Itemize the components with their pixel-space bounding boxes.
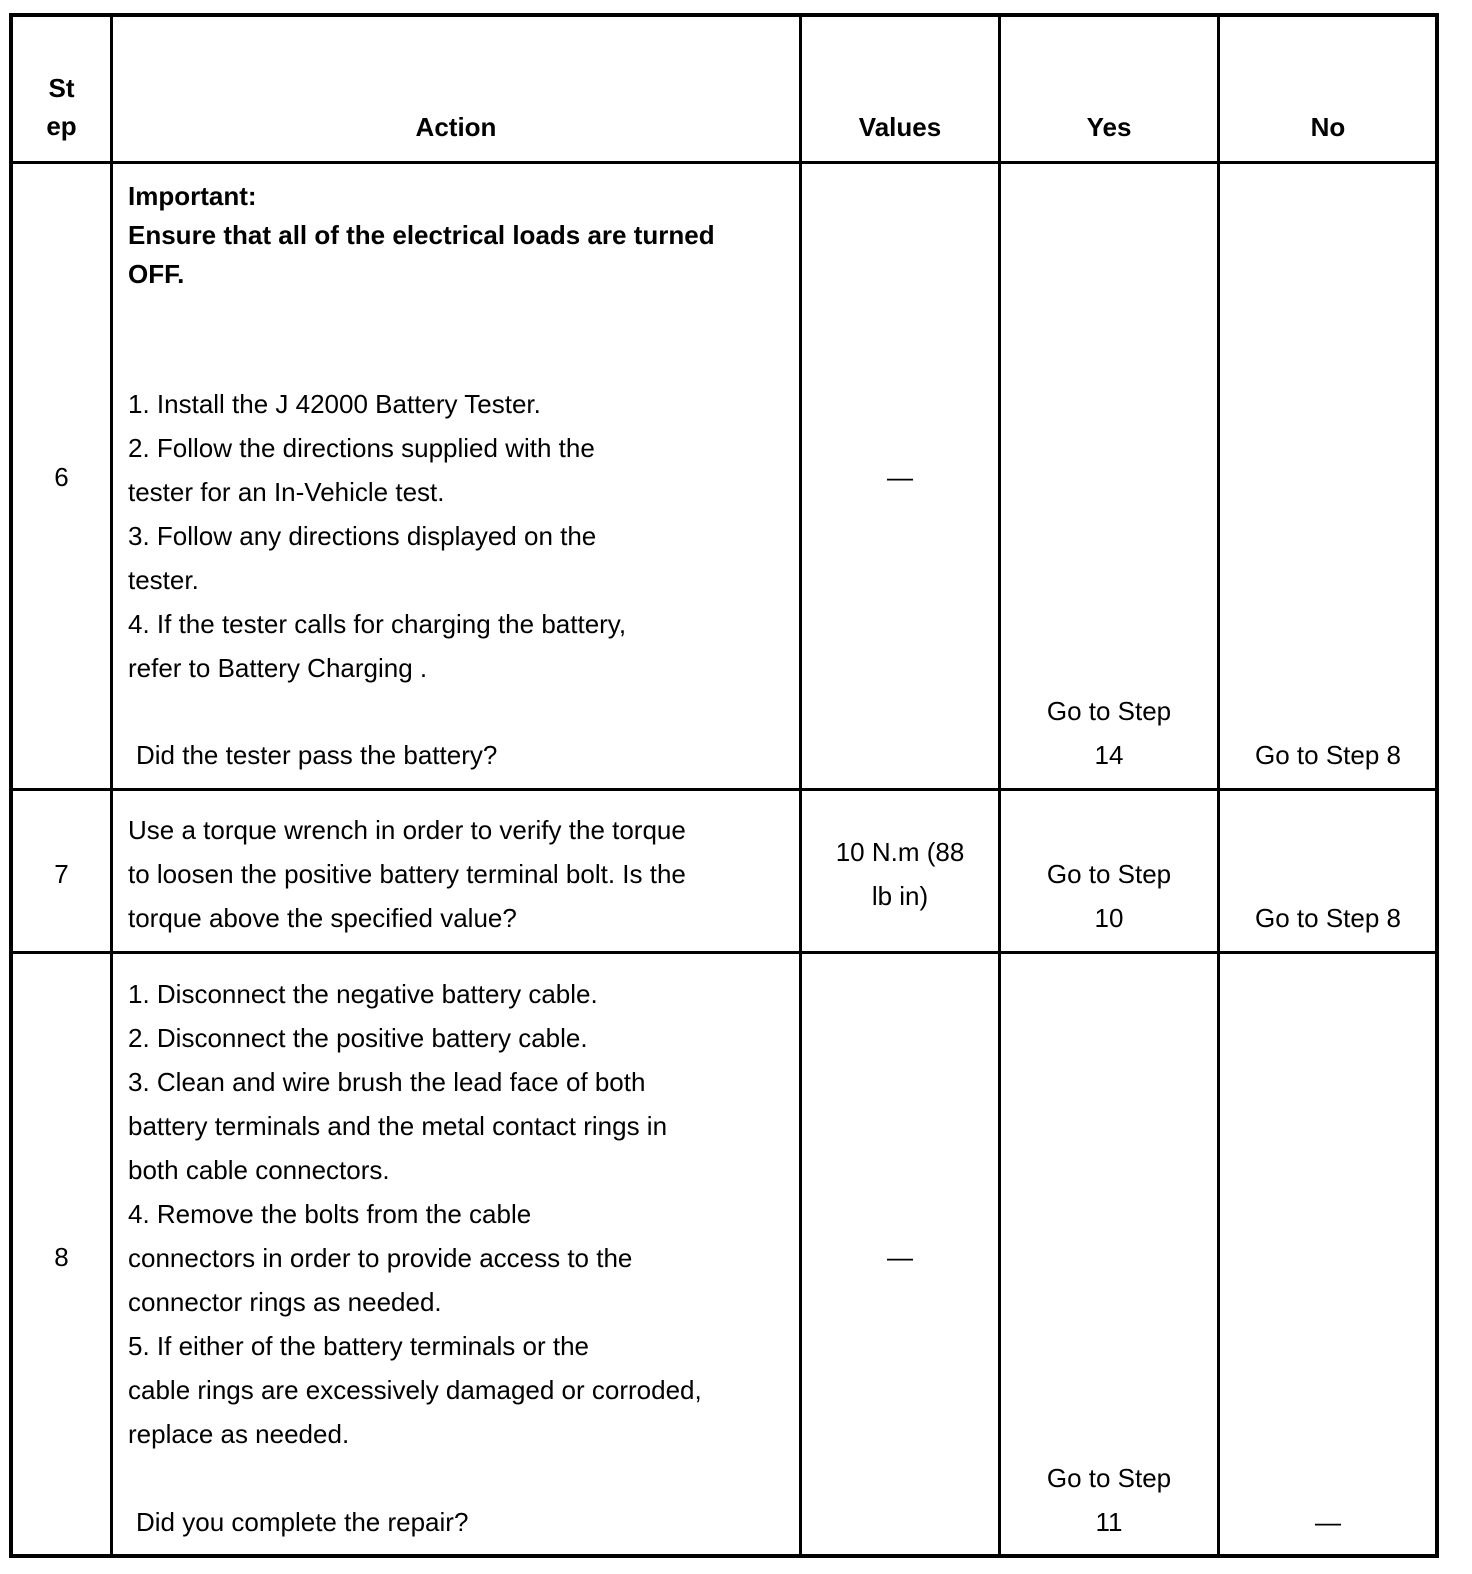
no-cell: Go to Step 8 — [1255, 903, 1401, 933]
action-line: 5. If either of the battery terminals or the — [128, 1331, 590, 1361]
action-line: 1. Install the J 42000 Battery Tester. — [128, 389, 541, 419]
action-steps — [128, 382, 798, 690]
step-number: 8 — [54, 1242, 69, 1272]
diagnostic-table — [9, 13, 1439, 1558]
yes-text: Go to Step — [1046, 696, 1172, 726]
action-steps — [128, 972, 798, 1456]
column-divider — [998, 17, 1001, 1554]
step-number: 7 — [54, 859, 69, 889]
action-line: 1. Disconnect the negative battery cable. — [128, 979, 598, 1009]
action-line: connectors in order to provide access to the — [128, 1243, 633, 1273]
action-line: torque above the specified value? — [128, 903, 517, 933]
action-question: Did you complete the repair? — [136, 1507, 469, 1537]
column-divider — [1217, 17, 1220, 1554]
header-step-line2: ep — [46, 111, 77, 141]
action-line: cable rings are excessively damaged or corroded, — [128, 1375, 702, 1405]
yes-cell — [1001, 689, 1217, 777]
important-text: OFF. — [128, 259, 185, 289]
action-line: 2. Follow the directions supplied with the — [128, 433, 595, 463]
action-line: Use a torque wrench in order to verify the torque — [128, 815, 686, 845]
action-line: refer to Battery Charging . — [128, 653, 428, 683]
row-divider — [13, 788, 1435, 791]
no-cell: — — [1315, 1507, 1341, 1537]
important-label: Important: — [128, 181, 257, 211]
action-line: 3. Follow any directions displayed on the — [128, 521, 597, 551]
yes-step-number: 14 — [1094, 740, 1124, 770]
header-values: Values — [858, 112, 942, 142]
row-divider — [13, 161, 1435, 164]
action-line: tester. — [128, 565, 199, 595]
action-line: 4. Remove the bolts from the cable — [128, 1199, 532, 1229]
value-text: lb in) — [871, 881, 929, 911]
header-step — [13, 69, 110, 145]
header-yes: Yes — [1086, 112, 1132, 142]
action-line: connector rings as needed. — [128, 1287, 442, 1317]
column-divider — [799, 17, 802, 1554]
action-question: Did the tester pass the battery? — [136, 740, 498, 770]
action-line: tester for an In-Vehicle test. — [128, 477, 445, 507]
yes-cell — [1001, 1456, 1217, 1544]
header-action: Action — [415, 112, 497, 142]
action-line: 2. Disconnect the positive battery cable. — [128, 1023, 588, 1053]
action-line: 4. If the tester calls for charging the battery, — [128, 609, 627, 639]
row-divider — [13, 951, 1435, 954]
action-cell — [128, 808, 798, 940]
yes-step-number: 11 — [1095, 1507, 1123, 1537]
action-line: battery terminals and the metal contact rings in — [128, 1111, 668, 1141]
yes-step-number: 10 — [1094, 903, 1124, 933]
header-step-line1: St — [48, 73, 75, 103]
yes-text: Go to Step — [1046, 859, 1172, 889]
action-cell — [128, 177, 798, 294]
no-cell: Go to Step 8 — [1255, 740, 1401, 770]
action-line: replace as needed. — [128, 1419, 350, 1449]
important-text: Ensure that all of the electrical loads are turned — [128, 220, 715, 250]
action-line: 3. Clean and wire brush the lead face of both — [128, 1067, 646, 1097]
column-divider — [110, 17, 113, 1554]
values-cell: — — [887, 1242, 913, 1272]
step-number: 6 — [54, 462, 69, 492]
yes-cell — [1001, 852, 1217, 940]
values-cell — [802, 830, 998, 918]
values-cell: — — [887, 462, 913, 492]
action-line: both cable connectors. — [128, 1155, 390, 1185]
header-no: No — [1310, 112, 1346, 142]
value-text: 10 N.m (88 — [835, 837, 965, 867]
action-line: to loosen the positive battery terminal bolt. Is the — [128, 859, 686, 889]
yes-text: Go to Step — [1046, 1463, 1172, 1493]
